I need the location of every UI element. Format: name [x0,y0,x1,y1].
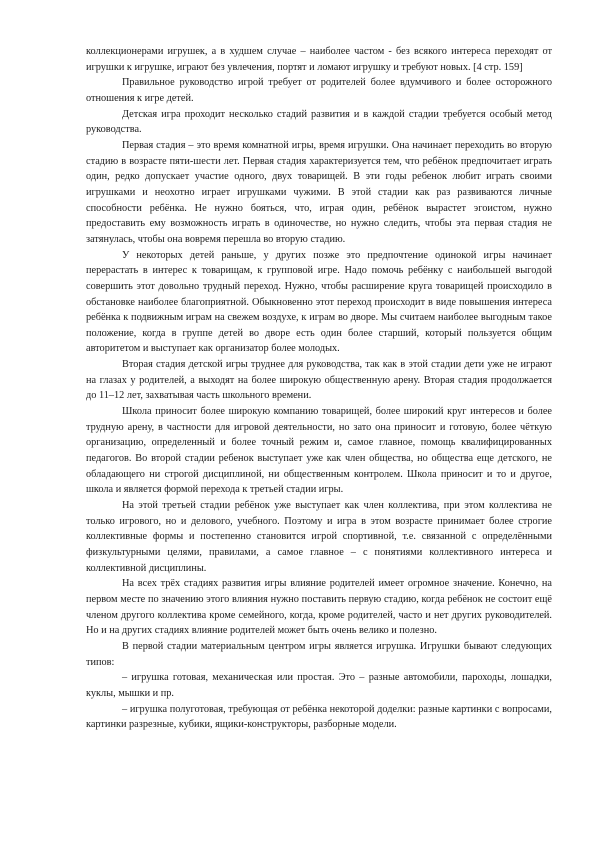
paragraph-school: Школа приносит более широкую компанию товарищей, более широкий круг интересов и более трудную арену, в частности для игровой деятельности, но зато она приносит и готовую, более чёткую организацию, определенный и более точный режим и, самое главное, помощь квалифицированных педагогов. Во второй стадии ребенок выступает уже как член общества, но общества еще детского, не обладающего ни строгой дисциплиной, ни общественным контролем. Школа приносит и то и другое, школа и является формой перехода к третьей стадии игры. [86,406,552,496]
paragraph-toy-types-intro: В первой стадии материальным центром игры является игрушка. Игрушки бывают следующих типов: [86,640,552,668]
paragraph-first-stage: Первая стадия – это время комнатной игры, время игрушки. Она начинает переходить во вторую стадию в возрасте пяти-шести лет. Первая стадия характеризуется тем, что ребёнок предпочитает играть один, редко допускает участие одного, двух товарищей. В эти годы ребенок любит играть своими игрушками и неохотно играет игрушками чужими. В этой стадии как раз развиваются личные способности ребёнка. Не нужно бояться, что, играя один, ребёнок вырастет эгоистом, нужно предоставить ему возможность играть в одиночестве, но нужно следить, чтобы эта первая стадия не затянулась, чтобы она вовремя перешла во вторую стадию. [86,139,552,245]
paragraph-third-stage: На этой третьей стадии ребёнок уже выступает как член коллектива, при этом коллектива не только игрового, но и делового, учебного. Поэтому и игра в этом возрасте принимает более строгие коллективные формы и постепенно становится игрой спортивной, т.е. связанной с определёнными физкультурными целями, правилами, а самое главное – с понятиями коллективного интереса и коллективной дисциплины. [86,500,552,574]
paragraph-transition: У некоторых детей раньше, у других позже это предпочтение одинокой игры начинает перерастать в интерес к товарищам, к групповой игре. Надо помочь ребёнку с наибольшей выгодой совершить этот довольно трудный переход. Нужно, чтобы расширение круга товарищей происходило в обстановке наиболее благоприятной. Обыкновенно этот переход происходит в виде повышения интереса ребёнка к подвижным играм на свежем воздухе, к играм во дворе. Мы считаем наиболее выгодным такое положение, когда в группе детей во дворе есть один более старший, который пользуется общим авторитетом и выступает как организатор более молодых. [86,249,552,355]
list-item-semi-ready-toy: – игрушка полуготовая, требующая от ребёнка некоторой доделки: разные картинки с вопросами, картинки разрезные, кубики, ящики-конструкторы, разборные модели. [86,703,552,731]
paragraph-continuation: коллекционерами игрушек, а в худшем случае – наиболее частом - без всякого интереса переходят от игрушки к игрушке, играют без увлечения, портят и ломают игрушку и требуют новых. [4 стр. 159] [86,46,552,73]
paragraph-guidance: Правильное руководство игрой требует от родителей более вдумчивого и более осторожного отношения к игре детей. [86,77,552,104]
paragraph-stages-intro: Детская игра проходит несколько стадий развития и в каждой стадии требуется особый метод руководства. [86,108,552,136]
paragraph-parents-influence: На всех трёх стадиях развития игры влияние родителей имеет огромное значение. Конечно, на первом месте по значению этого влияния нужно поставить первую стадию, когда ребёнок не состоит ещё членом другого коллектива кроме семейного, когда, кроме родителей, часто и нет других руководителей. Но и на других стадиях влияние родителей может быть очень велико и полезно. [86,578,552,637]
paragraph-second-stage: Вторая стадия детской игры труднее для руководства, так как в этой стадии дети уже не играют на глазах у родителей, а выходят на более широкую общественную арену. Вторая стадия продолжается до 11–12 лет, захватывая часть школьного времени. [86,359,552,402]
list-item-ready-toy: – игрушка готовая, механическая или простая. Это – разные автомобили, пароходы, лошадки, куклы, мышки и пр. [86,672,552,699]
document-page [86,44,552,733]
